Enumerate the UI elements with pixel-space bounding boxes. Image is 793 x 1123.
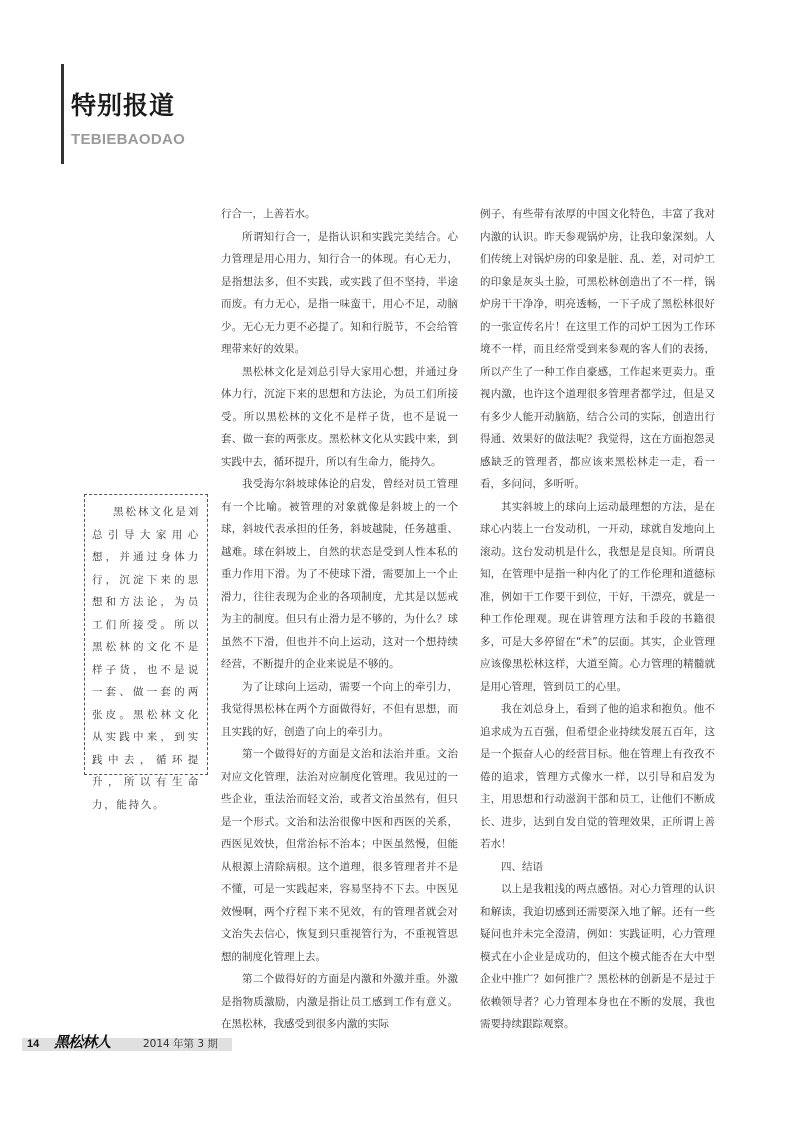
paragraph: 我受海尔斜坡球体论的启发，曾经对员工管理有一个比喻。被管理的对象就像是斜坡上的一个球，斜坡代表承担的任务，斜坡越陡，任务越重、越难。球在斜坡上，自然的状态是受到人性本私的重力作用下滑。为了不使球下滑，需要加上一个止滑力，往往表现为企业的各项制度，尤其是以惩戒为主的制度。但只有止滑力是不够的，为什么？球虽然不下滑，但也并不向上运动，这对一个想持续经营，不断提升的企业来说是不够的。: [221, 478, 458, 670]
paragraph: 以上是我粗浅的两点感悟。对心力管理的认识和解读，我迫切感到还需要深入地了解。还有一些疑问也并未完全澄清，例如：实践证明，心力管理模式在小企业是成功的，但这个模式能否在大中型企业中推广？如何推广？黑松林的创新是不是过于依赖领导者？心力管理本身也在不断的发展，我也需要持续跟踪观察。: [480, 883, 715, 1030]
paragraph: 所谓知行合一，是指认识和实践完美结合。心力管理是用心用力，知行合一的体现。有心无力，是指想法多，但不实践，或实践了但不坚持，半途而废。有力无心，是指一味蛮干，用心不足，动脑少。无心无力更不必提了。知和行脱节，不会给管理带来好的效果。: [221, 230, 458, 355]
section-accent-bar: [61, 64, 64, 164]
article-column-right: [480, 203, 715, 1036]
paragraph: 黑松林文化是刘总引导大家用心想，并通过身体力行，沉淀下来的思想和方法论，为员工们所接受。所以黑松林的文化不是样子货，也不是说一套、做一套的两张皮。黑松林文化从实践中来，到实践中去，循环提升，所以有生命力，能持久。: [221, 365, 458, 468]
paragraph: 第二个做得好的方面是内激和外激并重。外激是指物质激励，内激是指让员工感到工作有意义。在黑松林，我感受到很多内激的实际: [221, 973, 458, 1030]
paragraph: 行合一，上善若水。: [221, 208, 316, 220]
section-subtitle: TEBIEBAODAO: [71, 131, 186, 148]
issue-label: 2014 年第 3 期: [143, 1038, 218, 1050]
magazine-logo: 黑松林人: [54, 1033, 111, 1051]
pull-quote-text: 黑松林文化是刘总引导大家用心想，并通过身体力行，沉淀下来的思想和方法论，为员工们所接受。所以黑松林的文化不是样子货，也不是说一套、做一套的两张皮。黑松林文化从实践中来，到实践中去，循环提升，所以有生命力，能持久。: [92, 506, 200, 811]
paragraph: 为了让球向上运动，需要一个向上的牵引力，我觉得黑松林在两个方面做得好，不但有思想，而且实践的好，创造了向上的牵引力。: [221, 680, 458, 738]
pull-quote-box: [84, 494, 208, 811]
paragraph: 其实斜坡上的球向上运动最理想的方法，是在球心内装上一台发动机，一开动，球就自发地向上滚动。这台发动机是什么，我想是是良知。所谓良知，在管理中是指一种内化了的工作伦理和道德标准，例如干工作要干到位，干好，干漂亮，就是一种工作伦理观。现在讲管理方法和手段的书籍很多，可是大多停留在“术”的层面。其实，企业管理应该像黑松林这样，大道至简。心力管理的精髓就是用心管理，管到员工的心里。: [480, 500, 715, 693]
paragraph: 例子，有些带有浓厚的中国文化特色，丰富了我对内激的认识。昨天参观锅炉房，让我印象深刻。人们传统上对锅炉房的印象是脏、乱、差，对司炉工的印象是灰头土脸，可黑松林创造出了不一样，锅炉房干干净净，明亮透畅，一下子成了黑松林很好的一张宣传名片！在这里工作的司炉工因为工作环境不一样，而且经常受到来参观的客人们的表扬，所以产生了一种工作自豪感，工作起来更卖力。重视内激，也许这个道理很多管理者都学过，但是又有多少人能开动脑筋，结合公司的实际，创造出行得通、效果好的做法呢？我觉得，这在方面抱怨灵感缺乏的管理者，都应该来黑松林走一走，看一看，多问问，多听听。: [480, 208, 715, 490]
article-column-left: [221, 203, 458, 1036]
section-title: 特别报道: [71, 91, 176, 120]
paragraph: 第一个做得好的方面是文治和法治并重。文治对应文化管理，法治对应制度化管理。我见过的一些企业，重法治而轻文治，或者文治虽然有，但只是一个形式。文治和法治很像中医和西医的关系，西医见效快，但常治标不治本；中医虽然慢，但能从根源上清除病根。这个道理，很多管理者并不是不懂，可是一实践起来，容易坚持不下去。中医见效慢啊，两个疗程下来不见效，有的管理者就会对文治失去信心，恢复到只重视管行为，不重视管思想的制度化管理上去。: [221, 748, 458, 963]
page-number: 14: [27, 1038, 40, 1050]
section-heading: 四、结语: [501, 860, 543, 873]
paragraph: 我在刘总身上，看到了他的追求和抱负。他不追求成为五百强，但希望企业持续发展五百年，这是一个振奋人心的经营目标。他在管理上有孜孜不倦的追求，管理方式像水一样，以引导和启发为主，用思想和行动滋润干部和员工，让他们不断成长、进步，达到自发自觉的管理效果，正所谓上善若水！: [480, 703, 715, 850]
